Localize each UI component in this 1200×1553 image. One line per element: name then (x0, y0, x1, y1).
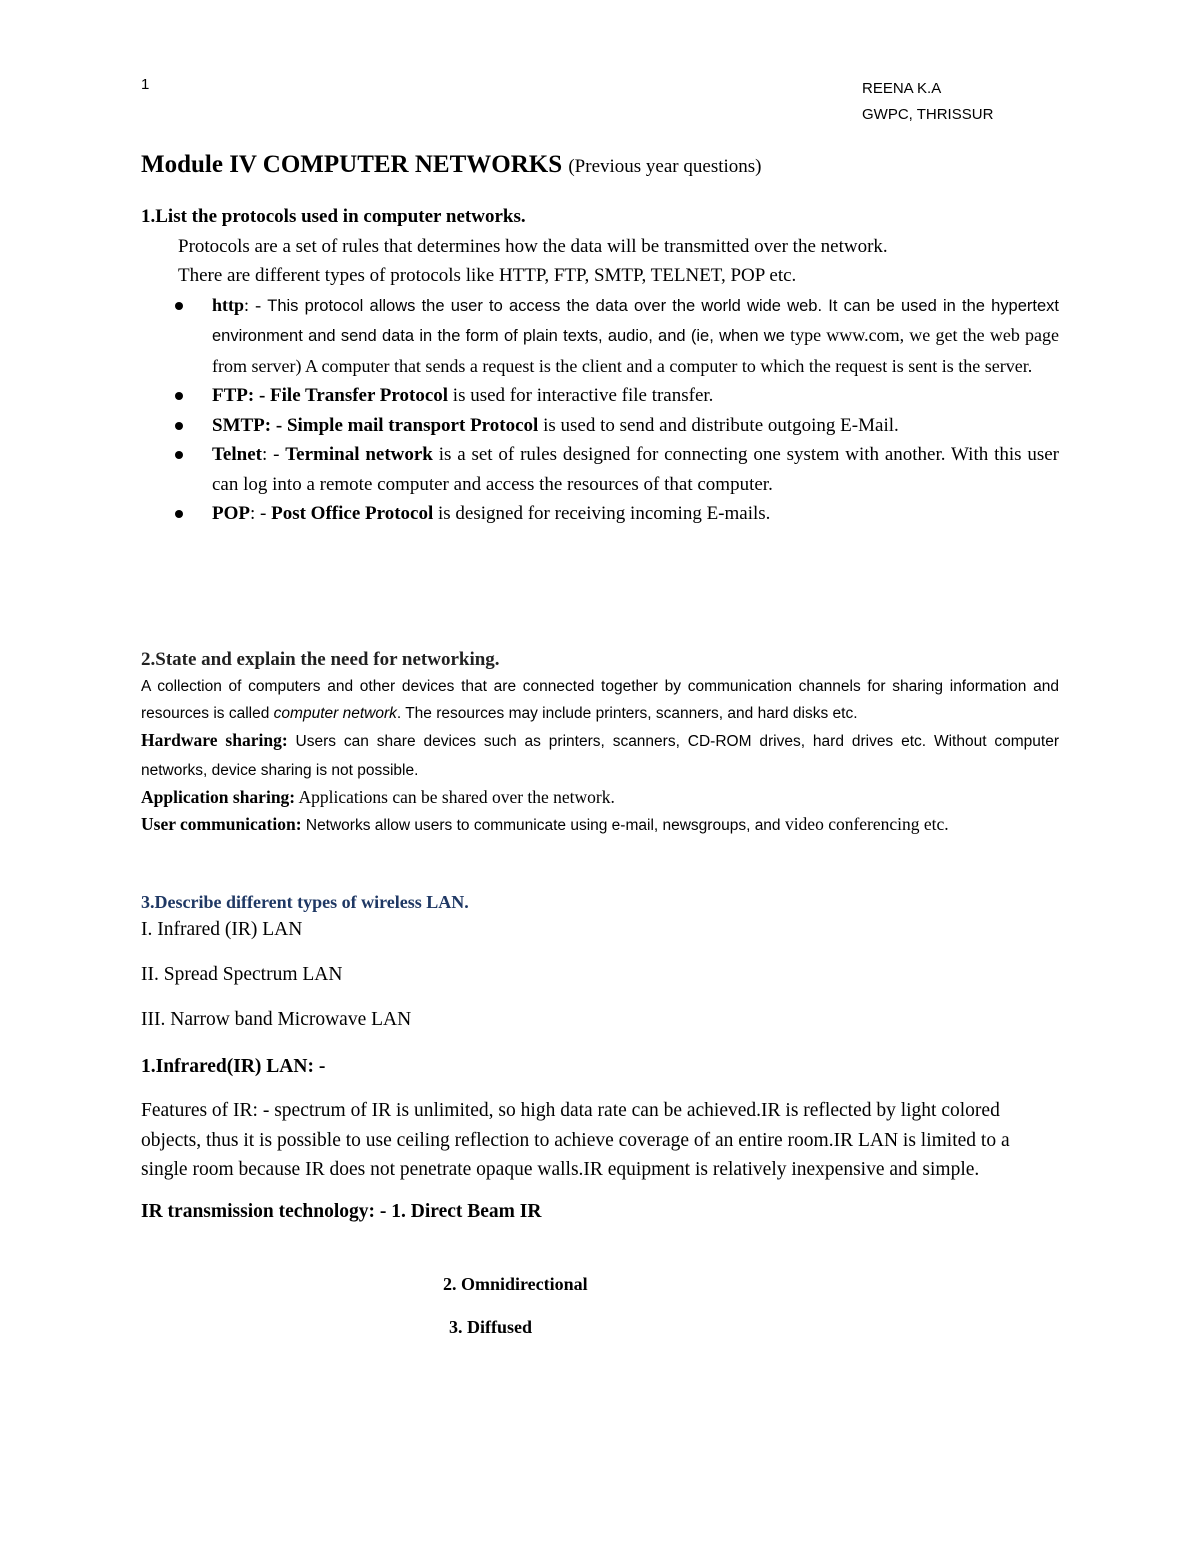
tech-item-3: 3. Diffused (449, 1317, 533, 1337)
section-heading: 3.Describe different types of wireless LAN. (141, 892, 469, 912)
section-wireless-lan (141, 889, 1059, 1050)
bullet-icon (175, 392, 183, 400)
title-subtitle: (Previous year questions) (568, 156, 762, 177)
protocol-desc-cont: type www.com, we get the web page from server) A computer that sends a request is the client and a computer to which the request is sent is the server. (212, 325, 1059, 376)
protocol-full-name: Simple mail transport Protocol (286, 414, 539, 436)
hardware-desc: Users can share devices such as printers, scanners, CD-ROM drives, hard drives etc. Without computer networks, device sharing is not possible. (141, 733, 1059, 779)
section-protocols (141, 202, 1059, 529)
protocols-intro: Protocols are a set of rules that determines how the data will be transmitted over the network. (178, 235, 888, 257)
separator: : - (261, 444, 286, 465)
definition-term: computer network (273, 704, 397, 722)
hardware-label: Hardware sharing: (141, 730, 288, 750)
section-infrared-lan (141, 1052, 1059, 1227)
list-item-telnet (141, 440, 1059, 499)
application-label: Application sharing: (141, 787, 296, 807)
list-item-ftp (141, 381, 1059, 411)
protocol-term: POP (212, 503, 250, 524)
application-sharing (141, 784, 1059, 811)
ir-technology (141, 1197, 1059, 1227)
list-item: I. Infrared (IR) LAN (141, 919, 303, 940)
separator: : - (244, 294, 268, 315)
bullet-icon (175, 422, 183, 430)
list-item-http (141, 291, 1059, 382)
protocol-list (141, 291, 1059, 529)
user-communication (141, 811, 1059, 840)
bullet-icon (175, 302, 183, 310)
definition-text: A collection of computers and other devices that are connected together by communication channels for sharing information and resources is called (141, 678, 1059, 722)
page-number: 1 (141, 76, 150, 93)
user-label: User communication: (141, 813, 302, 834)
section-heading: 1.Infrared(IR) LAN: - (141, 1056, 326, 1077)
list-item-pop (141, 499, 1059, 529)
protocol-term: http (212, 294, 245, 315)
bullet-icon (175, 451, 183, 459)
user-desc: Networks allow users to communicate using e-mail, newsgroups, and (301, 816, 781, 834)
application-desc: Applications can be shared over the network. (295, 787, 615, 807)
author-name: REENA K.A (862, 80, 942, 97)
definition-text-cont: . The resources may include printers, scanners, and hard disks etc. (396, 704, 858, 722)
section-networking-need (141, 646, 1059, 839)
protocol-desc: is designed for receiving incoming E-mails. (433, 503, 771, 524)
protocol-term: SMTP: - (212, 414, 287, 436)
list-item: III. Narrow band Microwave LAN (141, 1009, 412, 1030)
protocol-full-name: Terminal network (285, 444, 433, 465)
title-main: Module IV COMPUTER NETWORKS (141, 151, 563, 178)
protocols-types: There are different types of protocols like HTTP, FTP, SMTP, TELNET, POP etc. (178, 265, 797, 286)
protocol-term: Telnet (212, 444, 262, 465)
protocol-full-name: Post Office Protocol (271, 503, 434, 524)
ir-features: Features of IR: - spectrum of IR is unlimited, so high data rate can be achieved.IR is reflected by light colored objects, thus it is possible to use ceiling reflection to achieve coverage of an entire room.IR LAN is limited to a single room because IR does not penetrate opaque walls.IR equipment is relatively inexpensive and simple. (141, 1100, 1010, 1180)
list-item: II. Spread Spectrum LAN (141, 964, 343, 985)
list-item-smtp (141, 411, 1059, 441)
tech-item-1: 1. Direct Beam IR (391, 1200, 542, 1222)
protocol-desc: is a set of rules designed for connecting one system with another. With this user can log into a remote computer and access the resources of that computer. (212, 444, 1060, 495)
network-definition (141, 674, 1059, 727)
user-desc-cont: video conferencing etc. (784, 813, 949, 834)
protocol-desc: This protocol allows the user to access the data over the world wide web. It can be used in the hypertext environment and send data in the form of plain texts, audio, and (ie, when we (212, 296, 1059, 345)
section-heading: 1.List the protocols used in computer networks. (141, 206, 526, 227)
protocol-full-name: File Transfer Protocol (270, 385, 449, 406)
tech-item-2: 2. Omnidirectional (443, 1274, 588, 1294)
protocol-desc: is used to send and distribute outgoing E-Mail. (538, 414, 899, 436)
bullet-icon (175, 510, 183, 518)
author-block (862, 76, 993, 128)
protocol-term: FTP: - (212, 385, 271, 406)
section-heading: 2.State and explain the need for networking. (141, 649, 500, 670)
page-title (141, 151, 762, 179)
hardware-sharing (141, 727, 1059, 784)
separator: : - (250, 503, 272, 524)
author-institution: GWPC, THRISSUR (862, 106, 994, 123)
tech-label: IR transmission technology: - (141, 1200, 392, 1222)
protocol-desc: is used for interactive file transfer. (448, 385, 714, 406)
